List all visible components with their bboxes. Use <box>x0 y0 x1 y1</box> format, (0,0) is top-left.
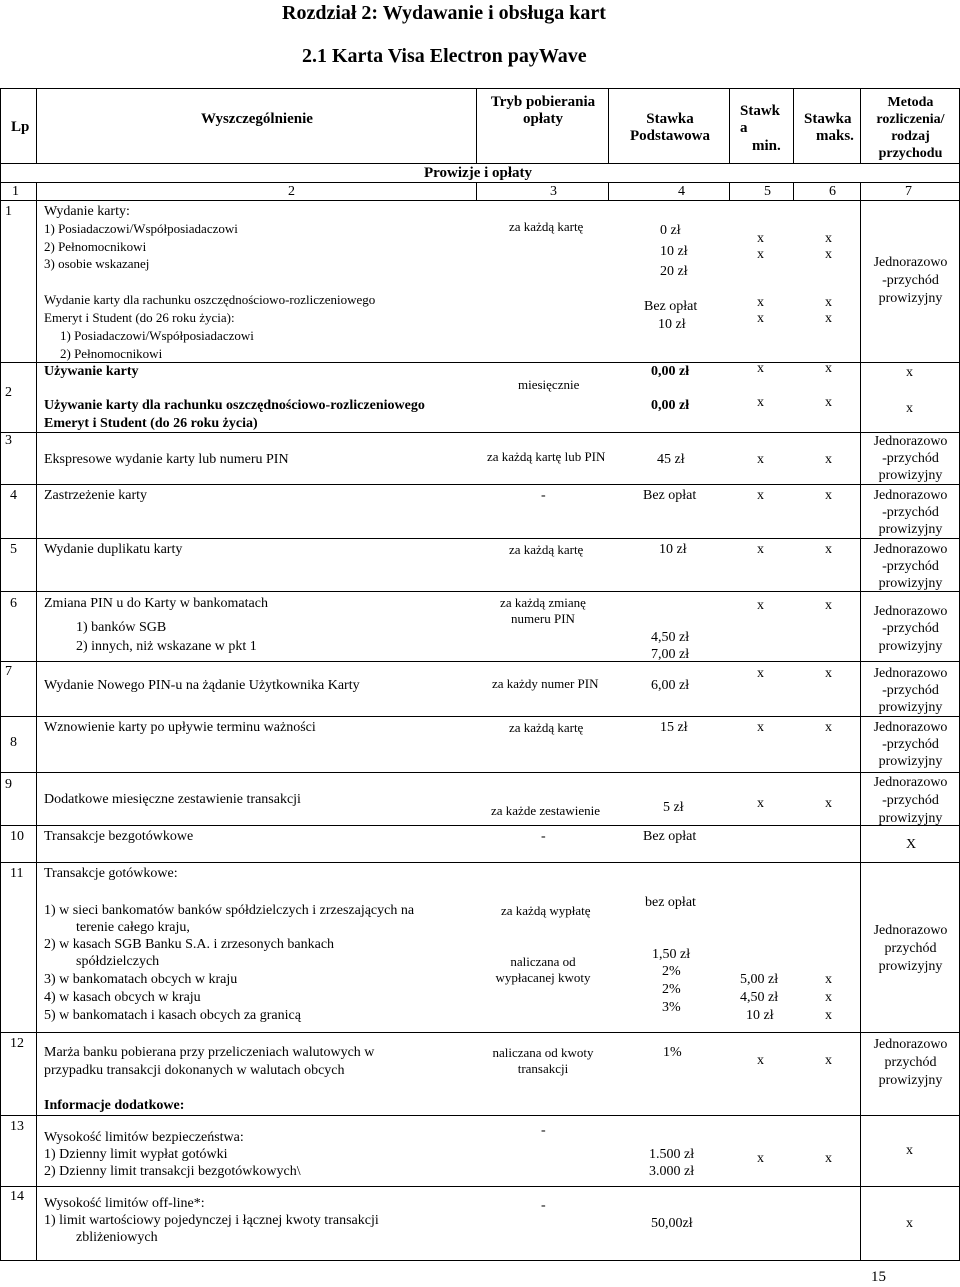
row-mode: numeru PIN <box>511 611 575 626</box>
row-method: Jednorazowo <box>873 923 948 938</box>
row-method: -przychód <box>882 505 939 520</box>
row-item: 2) innych, niż wskazane w pkt 1 <box>76 639 257 654</box>
row-item: 1) banków SGB <box>76 620 167 635</box>
row-title: Transakcje bezgotówkowe <box>44 829 194 844</box>
row-min: x <box>757 395 764 410</box>
row-max: x <box>825 666 832 681</box>
row-rate: 20 zł <box>660 264 688 279</box>
row-max: x <box>825 247 832 262</box>
row-rate: Bez opłat <box>644 299 698 314</box>
row-mode: za każdą zmianę <box>500 595 586 610</box>
row-mode: za każdą kartę <box>509 720 584 735</box>
row-mode: - <box>541 1123 546 1138</box>
row-min: x <box>757 598 764 613</box>
row-max: x <box>825 1053 832 1068</box>
row-method: -przychód <box>882 273 939 288</box>
row-method: Jednorazowo <box>873 255 948 270</box>
row-item: spółdzielczych <box>76 954 160 969</box>
row-lp: 3 <box>5 433 12 448</box>
row-max: x <box>825 311 832 326</box>
row-rate: 10 zł <box>659 542 687 557</box>
row-lp: 7 <box>5 664 12 679</box>
row-mode: naliczana od <box>510 954 576 969</box>
row-method: Jednorazowo <box>873 1037 948 1052</box>
row-lp: 2 <box>5 385 12 400</box>
row-mode: za każdą kartę lub PIN <box>487 449 606 464</box>
row-method: Jednorazowo <box>873 775 948 790</box>
row-min: x <box>757 452 764 467</box>
row-title: Zastrzeżenie karty <box>44 488 147 503</box>
row-max: x <box>825 1151 832 1166</box>
row-mode: za każdą kartę <box>509 542 584 557</box>
row-method: Jednorazowo <box>873 666 948 681</box>
row-lp: 11 <box>10 866 24 881</box>
col-number: 3 <box>550 184 557 199</box>
row-method: prowizyjny <box>878 811 943 826</box>
row-method: prowizyjny <box>878 522 943 537</box>
row-lp: 8 <box>10 735 17 750</box>
row-item: 1) limit wartościowy pojedynczej i łącznej kwoty transakcji <box>44 1213 379 1228</box>
row-max: x <box>825 1008 832 1023</box>
row-rate: 1.500 zł <box>649 1147 695 1162</box>
row-method: -przychód <box>882 451 939 466</box>
row-item: 2) Pełnomocnikowi <box>60 346 163 361</box>
row-item: 3) w bankomatach obcych w kraju <box>44 972 238 987</box>
row-rate: 10 zł <box>660 244 688 259</box>
row-method: -przychód <box>882 793 939 808</box>
row-rate: 6,00 zł <box>651 678 690 693</box>
col-number: 5 <box>764 184 771 199</box>
header-description: Wyszczególnienie <box>201 111 313 127</box>
row-method: x <box>906 1216 913 1231</box>
col-number: 7 <box>905 184 912 199</box>
row-item: 3) osobie wskazanej <box>44 256 150 271</box>
row-min: x <box>757 720 764 735</box>
row-method: -przychód <box>882 737 939 752</box>
row-lp: 5 <box>10 542 17 557</box>
row-item: 1) Posiadaczowi/Współposiadaczowi <box>60 328 254 343</box>
row-max: x <box>825 452 832 467</box>
row-lp: 4 <box>10 488 17 503</box>
header-method-2: rozliczenia/ <box>876 112 945 127</box>
row-rate: 50,00zł <box>651 1216 693 1231</box>
row-method: przychód <box>884 1055 937 1070</box>
row-title: Wydanie karty: <box>44 204 130 219</box>
row-item: 2) Dzienny limit transakcji bezgotówkowych\ <box>44 1164 301 1179</box>
row-method: prowizyjny <box>878 468 943 483</box>
row-title: Dodatkowe miesięczne zestawienie transakcji <box>44 792 301 807</box>
row-item: 2) Pełnomocnikowi <box>44 239 147 254</box>
section-title: 2.1 Karta Visa Electron payWave <box>302 45 587 67</box>
row-method: Jednorazowo <box>873 488 948 503</box>
row-rate: 0,00 zł <box>651 364 690 379</box>
row-item: terenie całego kraju, <box>76 920 190 935</box>
row-rate: 2% <box>662 964 681 979</box>
group-title: Prowizje i opłaty <box>424 165 533 181</box>
row-lp: 10 <box>10 829 24 844</box>
row-max: x <box>825 720 832 735</box>
row-title: Wysokość limitów off-line*: <box>44 1196 205 1211</box>
row-item: 5) w bankomatach i kasach obcych za granicą <box>44 1008 301 1023</box>
row-method: x <box>906 401 913 416</box>
row-rate: Bez opłat <box>643 488 697 503</box>
row-max: x <box>825 990 832 1005</box>
info-title: Informacje dodatkowe: <box>44 1098 185 1113</box>
row-method: prowizyjny <box>878 291 943 306</box>
row-item: 2) w kasach SGB Banku S.A. i zrzesonych bankach <box>44 937 335 952</box>
row-title: Wysokość limitów bezpieczeństwa: <box>44 1130 244 1145</box>
header-method-1: Metoda <box>887 95 934 110</box>
row-method: x <box>906 1143 913 1158</box>
row-max: x <box>825 231 832 246</box>
row-rate: 0,00 zł <box>651 398 690 413</box>
row-method: prowizyjny <box>878 700 943 715</box>
row-mode: naliczana od kwoty <box>492 1045 594 1060</box>
header-base-rate-1: Stawka <box>646 111 694 127</box>
chapter-title: Rozdział 2: Wydawanie i obsługa kart <box>282 2 606 24</box>
row-min: 4,50 zł <box>740 990 779 1005</box>
row-min: x <box>757 311 764 326</box>
row-title: Używanie karty <box>44 364 139 379</box>
row-subtitle: Wydanie karty dla rachunku oszczędnościowo-rozliczeniowego <box>44 292 376 307</box>
row-method: prowizyjny <box>878 639 943 654</box>
row-item: 1) w sieci bankomatów banków spółdzielczych i zrzeszających na <box>44 903 415 918</box>
row-rate: 1% <box>663 1045 682 1060</box>
row-mode: transakcji <box>517 1061 569 1076</box>
col-number: 6 <box>829 184 836 199</box>
row-rate: 3.000 zł <box>649 1164 695 1179</box>
row-rate: 1,50 zł <box>652 947 691 962</box>
row-rate: 0 zł <box>660 223 681 238</box>
row-mode: - <box>541 488 546 503</box>
row-rate: 45 zł <box>657 452 685 467</box>
row-method: x <box>906 365 913 380</box>
header-min-rate-2: a <box>740 120 748 136</box>
col-number: 1 <box>12 184 19 199</box>
header-method-3: rodzaj <box>891 129 930 144</box>
header-mode-1: Tryb pobierania <box>490 94 596 110</box>
row-item: 1) Dzienny limit wypłat gotówki <box>44 1147 228 1162</box>
row-mode: za każde zestawienie <box>491 803 600 818</box>
row-item: 4) w kasach obcych w kraju <box>44 990 201 1005</box>
row-item: 1) Posiadaczowi/Współposiadaczowi <box>44 221 238 236</box>
page-number: 15 <box>871 1269 886 1285</box>
row-max: x <box>825 361 832 376</box>
row-rate: 7,00 zł <box>651 647 690 662</box>
row-max: x <box>825 796 832 811</box>
row-method: prowizyjny <box>878 754 943 769</box>
row-max: x <box>825 395 832 410</box>
row-min: x <box>757 666 764 681</box>
row-min: x <box>757 488 764 503</box>
row-title: Wydanie duplikatu karty <box>44 542 183 557</box>
row-max: x <box>825 972 832 987</box>
row-mode: - <box>541 829 546 844</box>
row-max: x <box>825 542 832 557</box>
row-min: x <box>757 247 764 262</box>
row-mode: - <box>541 1198 546 1213</box>
row-min: x <box>757 231 764 246</box>
row-method: -przychód <box>882 559 939 574</box>
header-lp: Lp <box>11 119 30 135</box>
row-rate: Bez opłat <box>643 829 697 844</box>
row-title: Marża banku pobierana przy przeliczeniach walutowych w <box>44 1045 375 1060</box>
row-method: prowizyjny <box>878 959 943 974</box>
row-mode: za każdą kartę <box>509 219 584 234</box>
row-method: -przychód <box>882 683 939 698</box>
row-min: x <box>757 1151 764 1166</box>
row-rate: bez opłat <box>645 895 696 910</box>
col-number: 4 <box>678 184 685 199</box>
row-min: 10 zł <box>746 1008 774 1023</box>
header-max-rate-2: maks. <box>816 128 854 144</box>
header-method-4: przychodu <box>878 146 943 161</box>
row-lp: 1 <box>5 204 12 219</box>
row-min: x <box>757 295 764 310</box>
row-lp: 6 <box>10 596 17 611</box>
header-min-rate-3: min. <box>752 138 781 154</box>
row-mode: miesięcznie <box>518 377 580 392</box>
row-rate: 4,50 zł <box>651 630 690 645</box>
row-mode: za każdą wypłatę <box>501 903 591 918</box>
row-rate: 15 zł <box>660 720 688 735</box>
row-item: zbliżeniowych <box>76 1230 158 1245</box>
row-lp: 12 <box>10 1036 24 1051</box>
row-min: x <box>757 361 764 376</box>
row-method: Jednorazowo <box>873 542 948 557</box>
row-rate: 5 zł <box>663 800 684 815</box>
row-method: X <box>906 837 917 852</box>
row-title: Wznowienie karty po upływie terminu ważności <box>44 720 316 735</box>
header-min-rate-1: Stawk <box>740 103 781 119</box>
header-base-rate-2: Podstawowa <box>629 128 710 144</box>
row-title: Transakcje gotówkowe: <box>44 866 178 881</box>
row-rate: 10 zł <box>658 317 686 332</box>
row-max: x <box>825 598 832 613</box>
header-max-rate-1: Stawka <box>804 111 852 127</box>
row-method: Jednorazowo <box>873 434 948 449</box>
row-title: przypadku transakcji dokonanych w walutach obcych <box>44 1063 345 1078</box>
row-subtitle: Emeryt i Student (do 26 roku życia): <box>44 310 235 325</box>
row-rate: 3% <box>662 1000 681 1015</box>
row-min: x <box>757 542 764 557</box>
row-min: x <box>757 796 764 811</box>
row-title: Emeryt i Student (do 26 roku życia) <box>44 416 258 431</box>
row-min: 5,00 zł <box>740 972 779 987</box>
row-lp: 9 <box>5 777 12 792</box>
row-lp: 13 <box>10 1119 24 1134</box>
row-max: x <box>825 295 832 310</box>
row-title: Zmiana PIN u do Karty w bankomatach <box>44 596 268 611</box>
row-mode: wypłacanej kwoty <box>495 970 591 985</box>
row-title: Ekspresowe wydanie karty lub numeru PIN <box>44 452 289 467</box>
row-min: x <box>757 1053 764 1068</box>
row-max: x <box>825 488 832 503</box>
row-title: Wydanie Nowego PIN-u na żądanie Użytkownika Karty <box>44 678 360 693</box>
row-title: Używanie karty dla rachunku oszczędnościowo-rozliczeniowego <box>44 398 425 413</box>
row-method: -przychód <box>882 621 939 636</box>
row-method: Jednorazowo <box>873 720 948 735</box>
row-rate: 2% <box>662 982 681 997</box>
row-method: Jednorazowo <box>873 604 948 619</box>
row-lp: 14 <box>10 1189 24 1204</box>
row-method: przychód <box>884 941 937 956</box>
header-mode-2: opłaty <box>522 111 563 127</box>
row-mode: za każdy numer PIN <box>492 676 599 691</box>
row-method: prowizyjny <box>878 1073 943 1088</box>
row-method: prowizyjny <box>878 576 943 591</box>
col-number: 2 <box>288 184 295 199</box>
